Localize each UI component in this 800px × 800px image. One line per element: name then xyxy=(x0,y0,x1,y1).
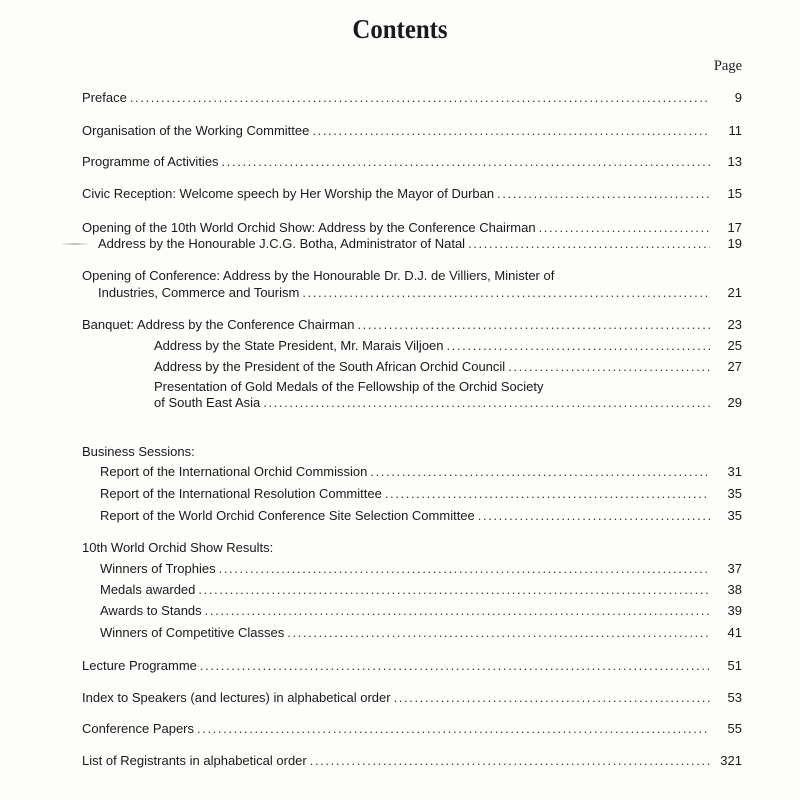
toc-entry-page: 37 xyxy=(727,561,742,576)
leader-dots xyxy=(478,506,710,526)
toc-entry-page: 17 xyxy=(727,220,742,235)
toc-entry-page: 23 xyxy=(727,317,742,332)
toc-entry-preface xyxy=(82,88,742,108)
leader-dots xyxy=(370,462,710,482)
toc-entry-lecture-programme xyxy=(82,656,742,676)
toc-entry-page: 11 xyxy=(728,123,742,138)
toc-entry-page: 31 xyxy=(727,464,742,479)
toc-entry-index-speakers xyxy=(82,688,742,708)
page-title: Contents xyxy=(352,14,448,44)
toc-entry-trophies xyxy=(100,559,742,579)
toc-entry-title: Address by the President of the South African Orchid Council xyxy=(154,359,506,374)
leader-dots xyxy=(205,601,710,621)
toc-entry-title: Winners of Competitive Classes xyxy=(100,625,285,640)
leader-dots xyxy=(497,184,710,204)
leader-dots xyxy=(263,393,710,413)
toc-entry-title: Civic Reception: Welcome speech by Her Worship the Mayor of Durban xyxy=(82,186,495,201)
page-column-label: Page xyxy=(713,58,742,74)
leader-dots xyxy=(312,121,710,141)
toc-entry-title: Programme of Activities xyxy=(82,154,219,169)
toc-entry-page: 39 xyxy=(727,603,742,618)
leader-dots xyxy=(200,656,710,676)
toc-entry-organisation xyxy=(82,121,742,141)
toc-entry-page: 21 xyxy=(727,285,742,300)
toc-entry-page: 19 xyxy=(727,236,742,251)
toc-entry-site-selection xyxy=(100,506,742,526)
toc-entry-title: Report of the International Orchid Commission xyxy=(100,464,368,479)
leader-dots xyxy=(357,315,710,335)
toc-entry-page: 13 xyxy=(727,154,742,169)
toc-section-heading: Business Sessions: xyxy=(82,444,195,459)
toc-entry-title: Organisation of the Working Committee xyxy=(82,123,310,138)
toc-entry-page: 53 xyxy=(727,690,742,705)
toc-entry-title: of South East Asia xyxy=(154,395,261,410)
leader-dots xyxy=(222,152,710,172)
toc-entry-title: Address by the State President, Mr. Marais Viljoen xyxy=(154,338,444,353)
toc-entry-orchid-council xyxy=(154,357,742,377)
toc-entry-page: 38 xyxy=(727,582,742,597)
toc-entry-title: Winners of Trophies xyxy=(100,561,216,576)
toc-entry-title: Awards to Stands xyxy=(100,603,202,618)
toc-entry-page: 35 xyxy=(727,486,742,501)
leader-dots xyxy=(385,484,710,504)
toc-entry-botha-address xyxy=(98,234,742,254)
toc-entry-page: 321 xyxy=(720,753,742,768)
leader-dots xyxy=(219,559,710,579)
toc-entry-competitive-classes xyxy=(100,623,742,643)
toc-entry-title: Preface xyxy=(82,90,127,105)
leader-dots xyxy=(287,623,710,643)
toc-section-show-results xyxy=(82,538,742,558)
leader-dots xyxy=(394,688,710,708)
leader-dots xyxy=(198,580,710,600)
toc-section-business-sessions xyxy=(82,442,742,462)
toc-entry-title: Address by the Honourable J.C.G. Botha, Administrator of Natal xyxy=(98,236,466,251)
leader-dots xyxy=(447,336,710,356)
toc-entry-stands xyxy=(100,601,742,621)
toc-entry-civic-reception xyxy=(82,184,742,204)
toc-entry-page: 51 xyxy=(727,658,742,673)
toc-entry-medals xyxy=(100,580,742,600)
leader-dots xyxy=(130,88,710,108)
leader-dots xyxy=(468,234,710,254)
toc-entry-orchid-commission xyxy=(100,462,742,482)
toc-entry-title: Banquet: Address by the Conference Chairman xyxy=(82,317,355,332)
toc-entry-page: 35 xyxy=(727,508,742,523)
toc-entry-title: Medals awarded xyxy=(100,582,196,597)
toc-entry-programme xyxy=(82,152,742,172)
toc-entry-banquet xyxy=(82,315,742,335)
toc-entry-title: Index to Speakers (and lectures) in alphabetical order xyxy=(82,690,391,705)
toc-entry-resolution-committee xyxy=(100,484,742,504)
toc-entry-title: Presentation of Gold Medals of the Fellowship of the Orchid Society xyxy=(154,379,544,394)
toc-entry-title: Industries, Commerce and Tourism xyxy=(98,285,300,300)
leader-dots xyxy=(197,719,710,739)
toc-entry-conference-papers xyxy=(82,719,742,739)
toc-entry-title: Lecture Programme xyxy=(82,658,197,673)
toc-entry-title: Report of the International Resolution Committee xyxy=(100,486,382,501)
scan-smudge xyxy=(60,243,90,245)
toc-entry-page: 55 xyxy=(727,721,742,736)
toc-entry-title: List of Registrants in alphabetical order xyxy=(82,753,307,768)
toc-entry-title: Opening of Conference: Address by the Honourable Dr. D.J. de Villiers, Minister of xyxy=(82,268,555,283)
toc-entry-page: 25 xyxy=(727,338,742,353)
toc-section-heading: 10th World Orchid Show Results: xyxy=(82,540,274,555)
leader-dots xyxy=(508,357,710,377)
toc-entry-title: Report of the World Orchid Conference Site Selection Committee xyxy=(100,508,475,523)
toc-entry-gold-medals-cont xyxy=(154,393,742,413)
leader-dots xyxy=(310,751,710,771)
toc-entry-page: 29 xyxy=(727,395,742,410)
toc-entry-opening-conference-cont xyxy=(98,283,742,303)
toc-entry-title: Opening of the 10th World Orchid Show: Address by the Conference Chairman xyxy=(82,220,536,235)
toc-entry-title: Conference Papers xyxy=(82,721,195,736)
toc-entry-state-president xyxy=(154,336,742,356)
toc-entry-page: 41 xyxy=(727,625,742,640)
toc-entry-page: 9 xyxy=(734,90,742,105)
toc-entry-registrants xyxy=(82,751,742,771)
toc-entry-page: 15 xyxy=(727,186,742,201)
leader-dots xyxy=(302,283,710,303)
toc-entry-page: 27 xyxy=(727,359,742,374)
